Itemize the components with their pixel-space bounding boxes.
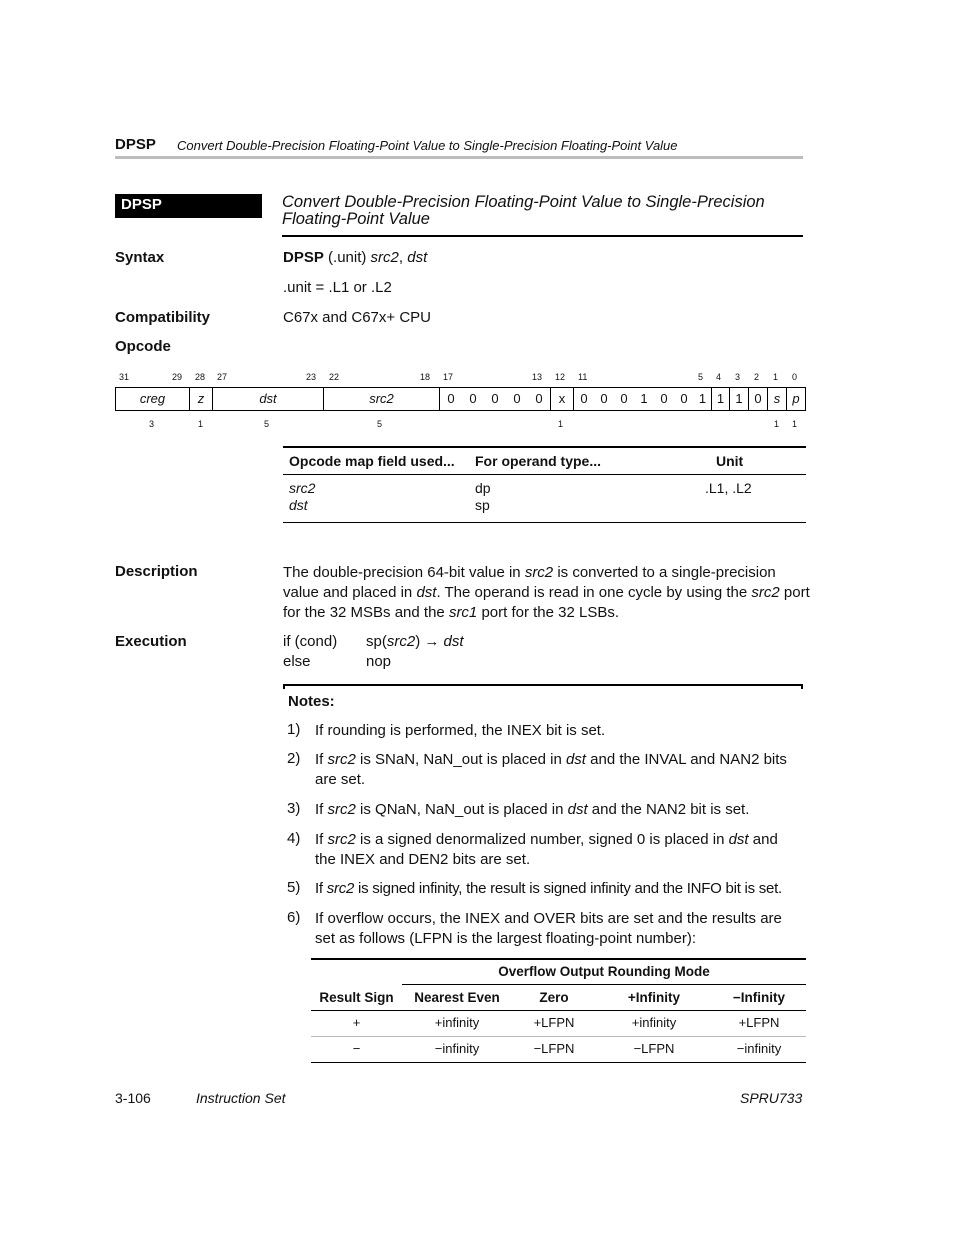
opcode-bit: 0 — [600, 391, 608, 406]
map-header-rule — [283, 474, 806, 475]
note-text — [315, 830, 803, 870]
map-row-field: src2 — [289, 480, 316, 496]
opcode-field-src2: src2 — [324, 388, 440, 410]
overflow-header-pinf: +Infinity — [627, 990, 681, 1005]
opcode-bit: 0 — [513, 391, 521, 406]
opcode-bit: 0 — [660, 391, 668, 406]
running-header-mnemonic: DPSP — [115, 136, 156, 153]
description-line — [283, 583, 810, 603]
note-text: If rounding is performed, the INEX bit is set. — [315, 722, 606, 739]
overflow-header-nearest: Nearest Even — [414, 990, 500, 1005]
text-run: port — [779, 584, 810, 601]
instruction-title-line2: Floating-Point Value — [282, 210, 430, 228]
text-run: value and placed in — [283, 584, 417, 601]
opcode-bit: 1 — [694, 388, 712, 410]
text-run: sp( — [366, 633, 387, 650]
note-number: 6) — [287, 909, 301, 926]
execution-if-keyword: if (cond) — [283, 633, 338, 650]
text-run: If — [315, 751, 328, 768]
text-run: is SNaN, NaN_out is placed in — [355, 751, 566, 768]
map-header-type: For operand type... — [475, 453, 602, 469]
field-width: 1 — [198, 419, 204, 429]
bit-number: 23 — [306, 372, 317, 382]
text-run: If — [315, 801, 328, 818]
note-number: 3) — [287, 800, 301, 817]
note-line: the INEX and DEN2 bits are set. — [315, 851, 531, 868]
title-rule — [282, 235, 803, 237]
note-text — [315, 800, 803, 820]
overflow-group-header: Overflow Output Rounding Mode — [498, 964, 710, 979]
overflow-cell: −infinity — [434, 1041, 480, 1056]
notes-label: Notes: — [288, 693, 335, 710]
bit-number: 5 — [698, 372, 704, 382]
syntax-label: Syntax — [115, 249, 165, 266]
text-run: and — [748, 831, 778, 848]
text-run: The double-precision 64-bit value in — [283, 564, 525, 581]
overflow-header-sign: Result Sign — [319, 990, 394, 1005]
map-row-unit: .L1, .L2 — [705, 480, 752, 496]
note-line: If overflow occurs, the INEX and OVER bits are set and the results are — [315, 910, 782, 927]
text-run: If — [315, 880, 327, 897]
opcode-bit: 1 — [712, 388, 730, 410]
text-run: If — [315, 831, 328, 848]
bit-number: 4 — [716, 372, 722, 382]
description-line — [283, 563, 806, 583]
opcode-bit: 0 — [469, 391, 477, 406]
note-number: 2) — [287, 750, 301, 767]
bit-number: 3 — [735, 372, 741, 382]
text-run: port for the 32 LSBs. — [477, 604, 620, 621]
opcode-field-dst: dst — [213, 388, 324, 410]
opcode-field-z: z — [190, 388, 213, 410]
bit-number: 1 — [773, 372, 779, 382]
map-row-field: dst — [289, 497, 308, 513]
text-run: dst — [565, 751, 586, 768]
bit-number: 11 — [578, 372, 588, 382]
compatibility-label: Compatibility — [115, 309, 211, 326]
bit-number: 22 — [329, 372, 340, 382]
instruction-title — [282, 194, 802, 228]
field-width: 1 — [558, 419, 564, 429]
note-line — [315, 750, 803, 770]
syntax-mnemonic: DPSP — [283, 249, 324, 266]
group-header-rule — [402, 984, 806, 985]
text-run: src2 — [327, 801, 356, 818]
bit-number: 27 — [217, 372, 228, 382]
text-run: src2 — [326, 880, 355, 897]
overflow-cell: + — [352, 1015, 361, 1030]
text-run: dst — [416, 584, 437, 601]
overflow-table — [311, 958, 806, 1063]
text-run: src2 — [524, 564, 554, 581]
opcode-bit: 0 — [580, 391, 588, 406]
overflow-cell: −LFPN — [533, 1041, 575, 1056]
opcode-field-s: s — [768, 388, 787, 410]
text-run: for the 32 MSBs and the — [283, 604, 449, 621]
opcode-bit: 0 — [491, 391, 499, 406]
opcode-label: Opcode — [115, 338, 171, 355]
overflow-cell: − — [352, 1041, 361, 1056]
opcode-field-creg: creg — [116, 388, 190, 410]
text-run: dst — [443, 633, 464, 650]
notes-top-rule — [283, 684, 803, 689]
header-rule — [311, 1010, 806, 1011]
opcode-bit: 1 — [730, 388, 749, 410]
note-line: are set. — [315, 771, 366, 788]
running-header-title: Convert Double-Precision Floating-Point Value to Single-Precision Floating-Point Value — [177, 138, 678, 153]
syntax-unit-part: (.unit) — [323, 249, 371, 266]
instruction-title-line1: Convert Double-Precision Floating-Point Value to Single-Precision — [282, 193, 765, 211]
compatibility-value: C67x and C67x+ CPU — [283, 309, 431, 326]
note-number: 1) — [287, 721, 301, 738]
execution-else-statement: nop — [366, 653, 392, 670]
text-run: and the NAN2 bit is set. — [587, 801, 750, 818]
map-header-field: Opcode map field used... — [289, 453, 455, 469]
opcode-bit: 0 — [620, 391, 628, 406]
text-run: src2 — [327, 751, 356, 768]
footer-section: Instruction Set — [196, 1090, 286, 1106]
field-width: 1 — [792, 419, 798, 429]
execution-else-keyword: else — [283, 653, 311, 670]
text-run: and the INVAL and NAN2 bits — [585, 751, 787, 768]
description-label: Description — [115, 563, 198, 580]
instruction-mnemonic-box: DPSP — [115, 194, 262, 218]
bit-number: 2 — [754, 372, 760, 382]
opcode-bit: 0 — [749, 388, 768, 410]
overflow-cell: +LFPN — [533, 1015, 575, 1030]
text-run: . The operand is read in one cycle by using the — [436, 584, 752, 601]
text-run: is converted to a single-precision — [553, 564, 776, 581]
text-run: dst — [567, 801, 588, 818]
opcode-bit: 1 — [640, 391, 648, 406]
execution-label: Execution — [115, 633, 187, 650]
note-text — [315, 909, 803, 949]
map-row-type: sp — [475, 497, 490, 513]
footer-doc-id: SPRU733 — [740, 1090, 803, 1106]
overflow-cell: +infinity — [631, 1015, 677, 1030]
syntax-unit-line: .unit = .L1 or .L2 — [283, 279, 392, 296]
opcode-field-p: p — [792, 391, 800, 406]
text-run: is signed infinity, the result is signed infinity and the INFO bit is set. — [354, 880, 782, 897]
field-width: 3 — [149, 419, 155, 429]
text-run: src2 — [327, 831, 356, 848]
opcode-bit: 0 — [680, 391, 688, 406]
text-run: src2 — [386, 633, 416, 650]
syntax-line — [283, 249, 427, 266]
opcode-bit: 0 — [528, 388, 551, 410]
text-run: is a signed denormalized number, signed 0 is placed in — [355, 831, 729, 848]
footer-page-number: 3-106 — [115, 1090, 151, 1106]
syntax-dst: dst — [407, 249, 428, 266]
overflow-header-zero: Zero — [539, 990, 569, 1005]
field-width: 5 — [264, 419, 270, 429]
text-run: is QNaN, NaN_out is placed in — [355, 801, 568, 818]
note-text — [315, 879, 803, 899]
map-header-unit: Unit — [716, 453, 744, 469]
bit-number: 31 — [119, 372, 130, 382]
bit-number: 12 — [555, 372, 566, 382]
overflow-cell: +infinity — [434, 1015, 480, 1030]
description-line — [283, 603, 806, 623]
description-text — [283, 563, 810, 623]
syntax-comma: , — [398, 249, 408, 266]
text-run: ) → — [415, 633, 444, 650]
opcode-bit: 0 — [447, 391, 455, 406]
syntax-src: src2 — [370, 249, 399, 266]
bit-number: 17 — [443, 372, 454, 382]
opcode-field-x: x — [551, 388, 574, 410]
bit-number: 0 — [792, 372, 798, 382]
text-run: dst — [728, 831, 749, 848]
field-width: 1 — [774, 419, 780, 429]
overflow-header-ninf: −Infinity — [732, 990, 786, 1005]
bit-number: 29 — [172, 372, 183, 382]
note-text — [315, 750, 803, 790]
execution-if-statement — [366, 633, 464, 650]
bit-number: 18 — [420, 372, 431, 382]
overflow-cell: −infinity — [736, 1041, 782, 1056]
row-rule — [311, 1036, 806, 1037]
note-line — [315, 830, 803, 850]
opcode-field-row — [115, 387, 806, 411]
note-number: 4) — [287, 830, 301, 847]
note-number: 5) — [287, 879, 301, 896]
map-row-type: dp — [475, 480, 491, 496]
overflow-cell: −LFPN — [633, 1041, 675, 1056]
overflow-cell: +LFPN — [738, 1015, 780, 1030]
text-run: src1 — [448, 604, 478, 621]
text-run: src2 — [751, 584, 780, 601]
note-line: set as follows (LFPN is the largest floating-point number): — [315, 930, 696, 947]
opcode-map-table — [283, 446, 806, 523]
bit-number: 28 — [195, 372, 206, 382]
bit-number: 13 — [532, 372, 543, 382]
field-width: 5 — [377, 419, 383, 429]
running-header — [115, 134, 803, 159]
